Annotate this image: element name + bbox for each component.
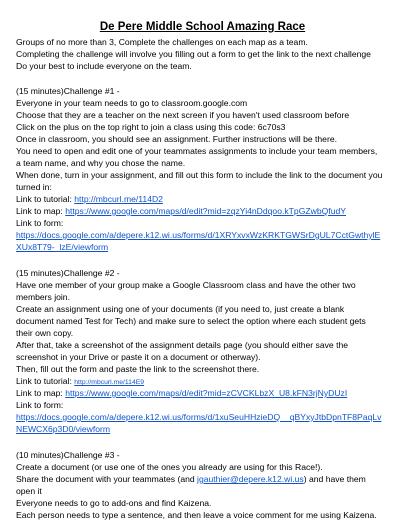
challenge1-form-label: Link to form: (16, 218, 64, 228)
intro-line: Do your best to include everyone on the team. (16, 61, 192, 71)
challenge1-line: When done, turn in your assignment, and fill out this form to include the link to the document you (16, 170, 383, 180)
tutorial-label: Link to tutorial: (16, 194, 75, 204)
challenge1-heading: (15 minutes)Challenge #1 - (16, 86, 120, 96)
challenge3-share-row (16, 474, 366, 485)
challenge1-tutorial-link[interactable]: http://mbcurl.me/114D2 (74, 194, 163, 204)
challenge2-line: screenshot in your Drive or paste it on a document or otherway). (16, 352, 261, 362)
document-title: De Pere Middle School Amazing Race (99, 21, 306, 33)
challenge1-form-link[interactable]: https://docs.google.com/a/depere.k12.wi.us/forms/d/1XRYxvxWzKRKTGWSrDgUL7CctGwthylE (16, 230, 381, 240)
intro-line: Groups of no more than 3, Complete the challenges on each map as a team. (16, 37, 308, 47)
challenge3-line: Everyone needs to go to add-ons and find Kaizena. (16, 498, 212, 508)
challenge2-line: Then, fill out the form and paste the link to the screenshot there. (16, 364, 260, 374)
challenge2-map-link[interactable]: https://www.google.com/maps/d/edit?mid=zCVCKLbzX_U8.kFN3rjNyDUzI (65, 388, 348, 398)
map-label: Link to map: (16, 388, 66, 398)
challenge1-line: Click on the plus on the top right to join a class using this code: 6c70s3 (16, 122, 286, 132)
challenge2-line: document named Test for Tech) and make sure to select the option where each student gets (16, 316, 366, 326)
challenge1-map-link[interactable]: https://www.google.com/maps/d/edit?mid=zqzYi4nDdqoo.kTpGZwbQfudY (65, 206, 346, 216)
challenge2-line: their own copy. (16, 328, 74, 338)
tutorial-label: Link to tutorial: (16, 376, 75, 386)
challenge1-line: Choose that they are a teacher on the next screen if you haven't used classroom before (16, 110, 350, 120)
teacher-email-link[interactable]: jgauthier@depere.k12.wi.us (197, 474, 304, 484)
challenge2-tutorial-row (16, 376, 144, 388)
challenge1-line: turned in: (16, 182, 52, 192)
challenge3-line: Create a document (or use one of the ones you already are using for this Race!). (16, 462, 323, 472)
challenge2-line: Have one member of your group make a Google Classroom class and have the other two (16, 280, 356, 290)
intro-line: Completing the challenge will involve you filling out a form to get the link to the next challenge (16, 49, 371, 59)
share-suffix: ) and have them (303, 474, 366, 484)
challenge2-heading: (15 minutes)Challenge #2 - (16, 268, 120, 278)
challenge2-form-link-cont[interactable]: NEWCX6p3D0/viewform (16, 424, 111, 434)
challenge2-form-label: Link to form: (16, 400, 64, 410)
challenge1-form-link-cont[interactable]: XUx8T79-_lzE/viewform (16, 242, 109, 252)
share-prefix: Share the document with your teammates (and (16, 474, 198, 484)
challenge1-line: Once in classroom, you should see an assignment. Further instructions will be there. (16, 134, 337, 144)
challenge3-heading: (10 minutes)Challenge #3 - (16, 450, 120, 460)
challenge3-line: open it (16, 486, 42, 496)
challenge1-map-row (16, 206, 346, 217)
challenge2-line: After that, take a screenshot of the assignment details page (you should either save the (16, 340, 349, 350)
challenge2-form-link[interactable]: https://docs.google.com/a/depere.k12.wi.us/forms/d/1xuSeuHHzieDQ__qBYxyJtbDpnTF8PaqLv (16, 412, 382, 422)
challenge2-line: members join. (16, 292, 70, 302)
challenge1-line: Everyone in your team needs to go to classroom.google.com (16, 98, 248, 108)
map-label: Link to map: (16, 206, 66, 216)
challenge1-line: You need to open and edit one of your teammates assignments to include your team members, (16, 146, 378, 156)
challenge2-map-row (16, 388, 347, 399)
challenge1-tutorial-row (16, 194, 163, 205)
challenge1-line: a team name, and why you chose the name. (16, 158, 186, 168)
challenge3-line: Each person needs to type a sentence, and then leave a voice comment for me using Kaizena. (16, 510, 377, 520)
challenge2-line: Create an assignment using one of your documents (if you need to, just create a blank (16, 304, 345, 314)
challenge2-tutorial-link[interactable]: http://mbcurl.me/114E9 (74, 379, 145, 386)
